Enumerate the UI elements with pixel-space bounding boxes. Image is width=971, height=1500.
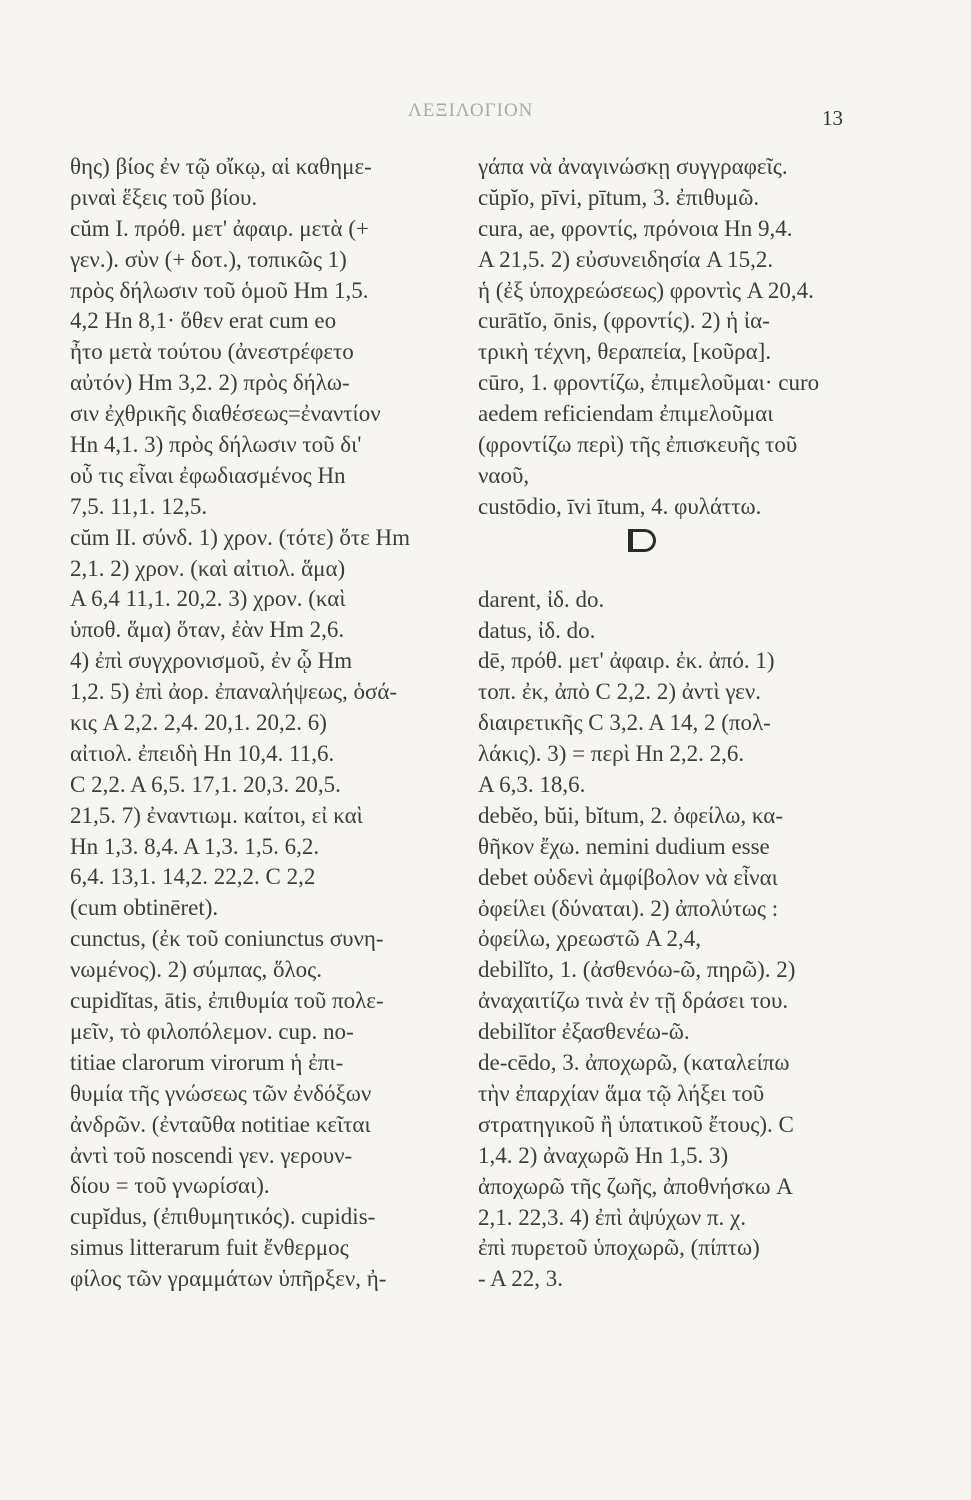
text-line: ἦτο μετὰ τούτου (ἀνεστρέφετο [70,339,354,365]
text-line: ἀποχωρῶ τῆς ζωῆς, ἀποθνήσκω A [478,1173,793,1199]
text-line: titiae clarorum virorum ἡ ἐπι- [70,1049,344,1075]
text-line: 1,4. 2) ἀναχωρῶ Hn 1,5. 3) [478,1142,729,1168]
text-line: τοπ. ἐκ, ἀπὸ C 2,2. 2) ἀντὶ γεν. [478,679,761,705]
text-line: A 6,3. 18,6. [478,772,586,798]
text-line: ἀνδρῶν. (ἐνταῦθα notitiae κεῖται [70,1111,371,1137]
text-line: ἀναχαιτίζω τινὰ ἐν τῇ δράσει του. [478,988,789,1014]
text-line: δίου = τοῦ γνωρίσαι). [70,1173,270,1199]
text-line: ναοῦ, [478,462,530,488]
text-line: αἰτιολ. ἐπειδὴ Hn 10,4. 11,6. [70,740,335,766]
text-line: debĕo, bŭi, bĭtum, 2. ὀφείλω, κα- [478,802,783,828]
text-line: debilĭtor ἐξασθενέω-ῶ. [478,1019,690,1045]
text-line: (φροντίζω περὶ) τῆς ἐπισκευῆς τοῦ [478,432,798,458]
text-line: ἡ (ἐξ ὑποχρεώσεως) φροντὶς A 20,4. [478,277,814,303]
text-line: darent, ἰδ. do. [478,586,605,612]
text-line: 6,4. 13,1. 14,2. 22,2. C 2,2 [70,864,316,890]
text-line: οὗ τις εἶναι ἐφωδιασμένος Hn [70,462,346,488]
text-line: κις A 2,2. 2,4. 20,1. 20,2. 6) [70,710,327,736]
text-line: cŭm I. πρόθ. μετ' ἀφαιρ. μετὰ (+ [70,215,369,241]
text-line: custōdio, īvi ītum, 4. φυλάττω. [478,493,762,519]
text-line: A 6,4 11,1. 20,2. 3) χρον. (καὶ [70,586,346,612]
text-line: θυμία τῆς γνώσεως τῶν ἐνδόξων [70,1080,372,1106]
section-heading [478,523,873,585]
text-line: - A 22, 3. [478,1266,563,1292]
right-column [478,152,873,1295]
text-line: 4) ἐπὶ συγχρονισμοῦ, ἐν ᾧ Hm [70,648,353,674]
text-line: θης) βίος ἐν τῷ οἴκῳ, αἱ καθημε- [70,154,372,179]
text-line: μεῖν, τὸ φιλοπόλεμον. cup. no- [70,1018,354,1044]
text-line: ὑποθ. ἅμα) ὅταν, ἐὰν Hm 2,6. [70,617,345,643]
text-line: ὀφείλει (δύναται). 2) ἀπολύτως : [478,895,779,921]
text-line: simus litterarum fuit ἔνθερμος [70,1235,349,1261]
text-line: φίλος τῶν γραμμάτων ὑπῆρξεν, ἠ- [70,1266,387,1292]
text-line: θῆκον ἔχω. nemini dudium esse [478,833,770,859]
text-line: σιν ἐχθρικῆς διαθέσεως=ἐναντίον [70,401,381,427]
text-line: datus, ἰδ. do. [478,617,596,643]
text-line: ἀντὶ τοῦ noscendi γεν. γερουν- [70,1142,353,1168]
text-line: 1,2. 5) ἐπὶ ἀορ. ἐπαναλήψεως, ὁσά- [70,679,398,705]
text-line: de-cēdo, 3. ἀποχωρῶ, (καταλείπω [478,1050,790,1076]
text-line: γεν.). σὺν (+ δοτ.), τοπικῶς 1) [70,246,347,272]
text-line: στρατηγικοῦ ἢ ὑπατικοῦ ἔτους). C [478,1111,794,1137]
section-letter-label [478,523,479,524]
text-line: τὴν ἐπαρχίαν ἅμα τῷ λήξει τοῦ [478,1080,765,1106]
text-line: debilĭto, 1. (ἀσθενόω-ῶ, πηρῶ). 2) [478,957,796,983]
text-line: debet οὐδενὶ ἀμφίβολον νὰ εἶναι [478,864,778,890]
text-line: cura, ae, φροντίς, πρόνοια Hn 9,4. [478,215,793,241]
section-letter-d [628,529,656,552]
text-line: A 21,5. 2) εὐσυνειδησία A 15,2. [478,246,774,272]
text-line: αὐτόν) Hm 3,2. 2) πρὸς δήλω- [70,370,350,396]
left-column [70,152,470,1295]
text-line: λάκις). 3) = περὶ Hn 2,2. 2,6. [478,741,745,767]
text-line: 4,2 Hn 8,1· ὅθεν erat cum eo [70,308,337,334]
text-line: Hn 4,1. 3) πρὸς δήλωσιν τοῦ δι' [70,432,362,458]
text-line: dē, πρόθ. μετ' ἀφαιρ. ἐκ. ἀπό. 1) [478,648,775,674]
text-line: 7,5. 11,1. 12,5. [70,493,208,519]
text-line: τρικὴ τέχνη, θεραπεία, [κοῦρα]. [478,339,772,365]
text-line: 2,1. 2) χρον. (καὶ αἰτιολ. ἅμα) [70,555,346,581]
text-line: cupĭdus, (ἐπιθυμητικός). cupidis- [70,1204,376,1230]
text-line: 2,1. 22,3. 4) ἐπὶ ἀψύχων π. χ. [478,1204,747,1230]
text-line: 21,5. 7) ἐναντιωμ. καίτοι, εἰ καὶ [70,802,363,828]
text-line: πρὸς δήλωσιν τοῦ ὁμοῦ Hm 1,5. [70,277,369,303]
text-line: (cum obtinēret). [70,895,219,921]
text-line: cūro, 1. φροντίζω, ἐπιμελοῦμαι· curo [478,370,820,396]
text-line: διαιρετικῆς C 3,2. A 14, 2 (πολ- [478,710,771,736]
text-line: aedem reficiendam ἐπιμελοῦμαι [478,401,774,427]
text-line: νωμένος). 2) σύμπας, ὅλος. [70,957,323,983]
text-line: cunctus, (ἐκ τοῦ coniunctus συνη- [70,926,384,952]
text-line: C 2,2. A 6,5. 17,1. 20,3. 20,5. [70,771,341,797]
text-line: ὀφείλω, χρεωστῶ A 2,4, [478,926,702,952]
text-line: cŭpĭo, pīvi, pītum, 3. ἐπιθυμῶ. [478,184,760,210]
running-title: ΛΕΞΙΛΟΓΙΟΝ [408,100,534,121]
page-header [0,100,971,136]
text-line: cŭm II. σύνδ. 1) χρον. (τότε) ὅτε Hm [70,524,411,550]
text-line: curātĭo, ōnis, (φροντίς). 2) ἡ ἰα- [478,308,770,334]
text-line: ἐπὶ πυρετοῦ ὑποχωρῶ, (πίπτω) [478,1235,760,1261]
page-number: 13 [822,106,843,130]
text-line: ριναὶ ἕξεις τοῦ βίου. [70,184,258,210]
text-line: Hn 1,3. 8,4. A 1,3. 1,5. 6,2. [70,833,320,859]
text-line: cupidĭtas, ātis, ἐπιθυμία τοῦ πολε- [70,988,384,1014]
text-line: γάπα νὰ ἀναγινώσκῃ συγγραφεῖς. [478,154,788,179]
